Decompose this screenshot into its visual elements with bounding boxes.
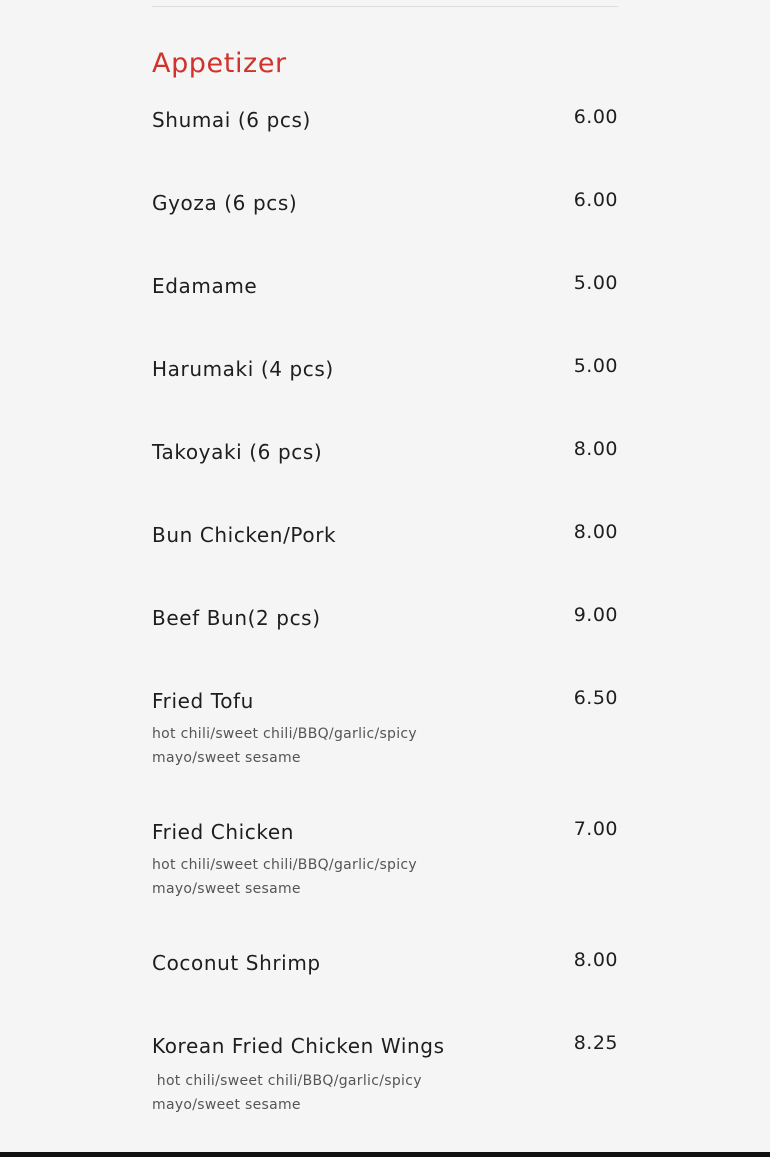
item-price: 6.00	[573, 106, 618, 128]
item-price: 6.00	[573, 189, 618, 211]
item-name: Harumaki (4 pcs)	[152, 357, 334, 381]
item-price: 8.00	[573, 521, 618, 543]
item-name: Fried Tofu	[152, 689, 254, 713]
item-name: Takoyaki (6 pcs)	[152, 440, 323, 464]
item-price: 9.00	[573, 604, 618, 626]
item-name: Korean Fried Chicken Wings	[152, 1034, 445, 1058]
item-price: 7.00	[573, 818, 618, 840]
item-name: Beef Bun(2 pcs)	[152, 606, 321, 630]
item-description: hot chili/sweet chili/BBQ/garlic/spicy mayo/sweet sesame	[152, 1073, 427, 1113]
item-name: Gyoza (6 pcs)	[152, 191, 298, 215]
item-name: Edamame	[152, 274, 258, 298]
item-price: 5.00	[573, 355, 618, 377]
item-name: Coconut Shrimp	[152, 951, 321, 975]
item-name: Shumai (6 pcs)	[152, 108, 311, 132]
item-name: Bun Chicken/Pork	[152, 523, 337, 547]
section-title: Appetizer	[152, 48, 287, 79]
item-description: hot chili/sweet chili/BBQ/garlic/spicy mayo/sweet sesame	[152, 726, 422, 766]
item-name: Fried Chicken	[152, 820, 295, 844]
item-price: 8.00	[573, 949, 618, 971]
item-price: 6.50	[573, 687, 618, 709]
bottom-border	[0, 1152, 770, 1157]
item-description: hot chili/sweet chili/BBQ/garlic/spicy mayo/sweet sesame	[152, 857, 422, 897]
section-divider	[152, 6, 618, 7]
item-price: 5.00	[573, 272, 618, 294]
item-price: 8.25	[573, 1032, 618, 1054]
item-price: 8.00	[573, 438, 618, 460]
